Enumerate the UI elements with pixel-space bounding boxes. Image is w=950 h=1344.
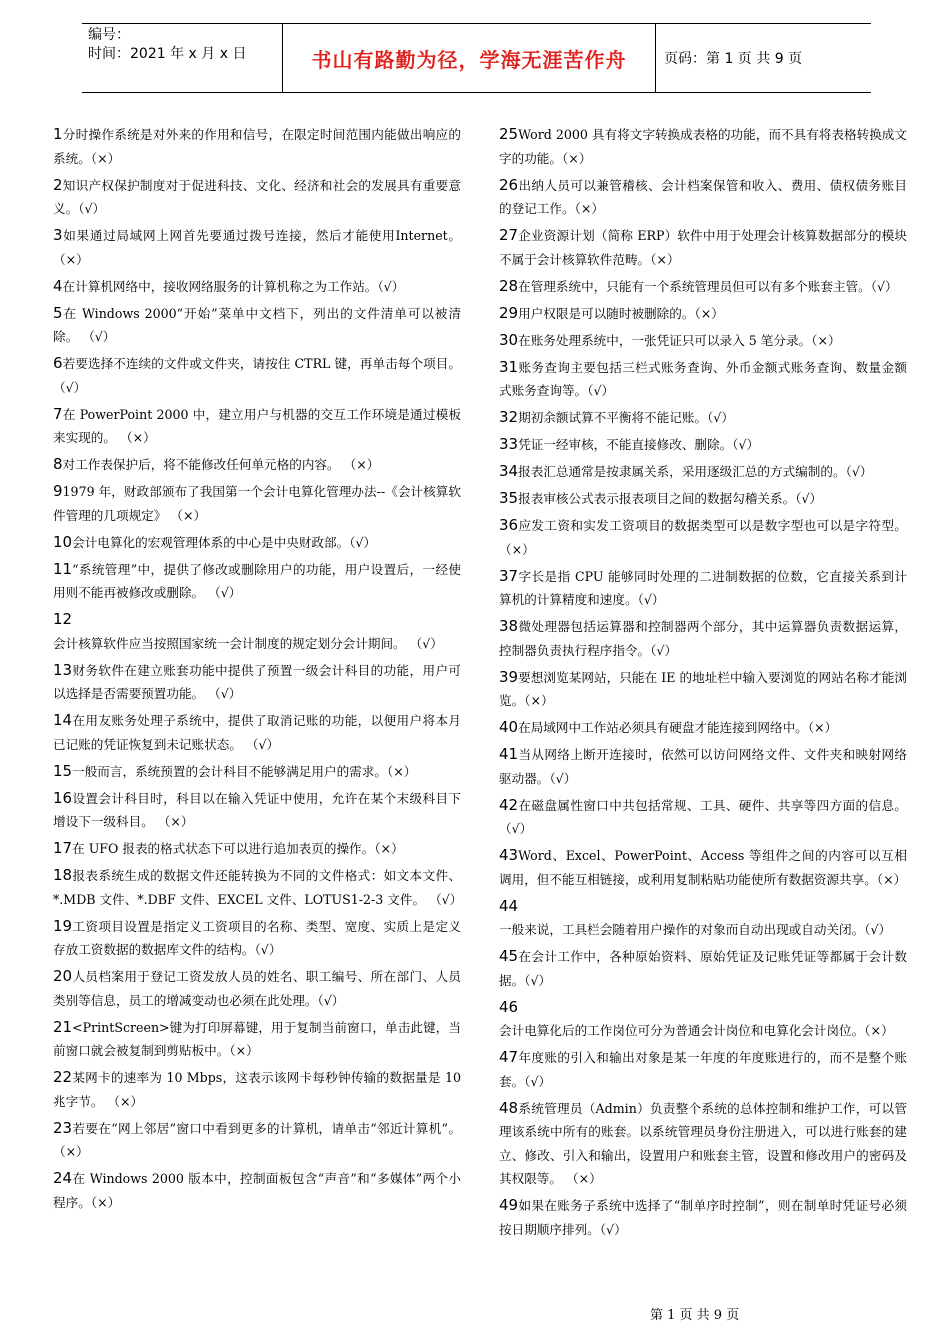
question-item	[499, 224, 907, 271]
question-text: 在会计工作中，各种原始资料、原始凭证及记账凭证等都属于会计数据。（√）	[499, 949, 907, 988]
question-text: 在磁盘属性窗口中共包括常规、工具、硬件、共享等四方面的信息。（√）	[499, 797, 907, 836]
question-item	[499, 433, 907, 457]
question-number: 9	[53, 482, 63, 500]
question-number: 23	[53, 1118, 73, 1137]
header-meta	[88, 26, 246, 64]
question-number: 48	[499, 1098, 519, 1117]
question-item	[499, 1194, 907, 1241]
question-number: 49	[499, 1196, 519, 1214]
question-text: 出纳人员可以兼管稽核、会计档案保管和收入、费用、债权债务账目的登记工作。（×）	[499, 177, 907, 216]
question-item	[499, 460, 907, 484]
question-text: Word 2000 具有将文字转换成表格的功能，而不具有将表格转换成文字的功能。（×）	[499, 127, 907, 166]
question-item	[53, 760, 461, 784]
question-text: 会计电算化后的工作岗位可分为普通会计岗位和电算化会计岗位。（×）	[499, 1023, 894, 1038]
question-item	[53, 224, 461, 271]
question-text: 设置会计科目时，科目以在输入凭证中使用，允许在某个末级科目下增设下一级科目。 （×）	[53, 790, 461, 829]
question-item	[499, 565, 907, 612]
question-text: 在管理系统中，只能有一个系统管理员但可以有多个账套主管。（√）	[518, 278, 898, 294]
question-item	[499, 844, 907, 891]
question-number: 3	[53, 226, 63, 244]
question-text: 要想浏览某网站，只能在 IE 的地址栏中输入要浏览的网站名称才能浏览。（×）	[499, 669, 907, 708]
question-number: 10	[53, 532, 73, 551]
question-number: 47	[499, 1048, 519, 1066]
right-column	[499, 123, 907, 1245]
question-text: 会计电算化的宏观管理体系的中心是中央财政部。（√）	[72, 534, 377, 550]
question-text: 在 PowerPoint 2000 中，建立用户与机器的交互工作环境是通过模板来实现的。 （×）	[53, 406, 461, 445]
question-text: 对工作表保护后，将不能修改任何单元格的内容。 （×）	[62, 457, 380, 472]
question-number: 33	[499, 435, 519, 453]
question-text: 知识产权保护制度对于促进科技、文化、经济和社会的发展具有重要意义。（√）	[53, 177, 461, 216]
question-item	[499, 174, 907, 221]
question-number: 5	[53, 303, 63, 322]
question-text: 在 Windows 2000“开始”菜单中文档下，列出的文件清单可以被清除。 （√）	[53, 305, 461, 344]
question-text: 在 Windows 2000 版本中，控制面板包含“声音”和“多媒体”两个小程序。（×）	[53, 1171, 461, 1210]
question-number: 28	[499, 276, 519, 295]
question-text: 报表汇总通常是按隶属关系，采用逐级汇总的方式编制的。（√）	[518, 464, 873, 479]
question-number: 8	[53, 455, 63, 473]
question-number: 12	[53, 610, 73, 628]
question-item	[499, 514, 907, 561]
question-text: 报表审核公式表示报表项目之间的数据勾稽关系。（√）	[518, 491, 823, 506]
question-item	[53, 123, 461, 170]
question-text: 企业资源计划（简称 ERP）软件中用于处理会计核算数据部分的模块不属于会计核算软件范畴。（×）	[499, 228, 907, 267]
question-text: 1979 年，财政部颁布了我国第一个会计电算化管理办法--《会计核算软件管理的几项规定》 （×）	[53, 484, 461, 523]
question-item	[499, 794, 907, 841]
question-text: 报表系统生成的数据文件还能转换为不同的文件格式：如文本文件、*.MDB 文件、*.DBF 文件、EXCEL 文件、LOTUS1-2-3 文件。 （√）	[53, 868, 463, 907]
question-item	[499, 996, 907, 1043]
left-column	[53, 123, 461, 1218]
question-text: 在账务处理系统中，一张凭证只可以录入 5 笔分录。（×）	[518, 332, 841, 348]
question-number: 11	[53, 559, 73, 578]
question-number: 14	[53, 711, 73, 729]
question-item	[53, 864, 461, 911]
question-text: 在 UFO 报表的格式状态下可以进行追加表页的操作。（×）	[72, 841, 404, 856]
question-item	[499, 615, 907, 662]
question-text: 年度账的引入和输出对象是某一年度的年度账进行的，而不是整个账套。（√）	[499, 1050, 907, 1089]
question-item	[53, 1117, 461, 1164]
question-number: 13	[53, 660, 73, 679]
question-number: 38	[499, 617, 519, 635]
question-text: 在计算机网络中，接收网络服务的计算机称之为工作站。（√）	[62, 278, 405, 294]
question-item	[53, 275, 461, 299]
question-number: 42	[499, 795, 519, 814]
question-number: 31	[499, 357, 519, 376]
question-number: 30	[499, 330, 519, 349]
question-number: 25	[499, 125, 519, 143]
question-item	[53, 1016, 461, 1063]
date-label: 时间：2021 年 x 月 x 日	[88, 46, 247, 62]
question-text: <PrintScreen>键为打印屏幕键，用于复制当前窗口，单击此键，当前窗口就会被复制到剪贴板中。（×）	[53, 1019, 461, 1058]
question-number: 22	[53, 1068, 73, 1086]
question-number: 20	[53, 967, 73, 985]
question-number: 32	[499, 408, 519, 426]
question-item	[499, 123, 907, 170]
question-number: 36	[499, 516, 519, 534]
question-number: 39	[499, 667, 519, 686]
question-number: 18	[53, 866, 73, 884]
question-text: 账务查询主要包括三栏式账务查询、外币金额式账务查询、数量金额式账务查询等。（√）	[499, 359, 907, 398]
question-text: Word、Excel、PowerPoint、Access 等组件之间的内容可以互相调用，但不能互相链接，或利用复制粘贴功能使所有数据资源共享。（×）	[499, 848, 907, 887]
question-number: 41	[499, 745, 519, 763]
question-item	[53, 915, 461, 962]
question-item	[53, 965, 461, 1012]
question-number: 4	[53, 276, 63, 295]
question-number: 1	[53, 125, 63, 143]
question-item	[53, 352, 461, 399]
question-text: 用户权限是可以随时被删除的。（×）	[518, 305, 724, 321]
question-number: 2	[53, 175, 63, 194]
question-number: 27	[499, 226, 519, 244]
question-item	[499, 743, 907, 790]
question-text: 如果通过局域网上网首先要通过拨号连接，然后才能使用Internet。 （×）	[53, 228, 461, 267]
question-number: 19	[53, 916, 73, 935]
question-item	[499, 302, 907, 326]
question-item	[499, 406, 907, 430]
question-text: 微处理器包括运算器和控制器两个部分，其中运算器负责数据运算，控制器负责执行程序指令。（√）	[499, 619, 907, 658]
question-item	[53, 837, 461, 861]
question-item	[499, 1097, 907, 1191]
question-item	[53, 302, 461, 349]
question-text: 人员档案用于登记工资发放人员的姓名、职工编号、所在部门、人员类别等信息，员工的增减变动也必须在此处理。（√）	[53, 969, 461, 1008]
question-number: 46	[499, 997, 519, 1016]
header-page-label: 页码：第 1 页 共 9 页	[664, 51, 803, 67]
page-footer: 第 1 页 共 9 页	[650, 1308, 740, 1323]
question-number: 16	[53, 788, 73, 807]
question-text: 如果在账务子系统中选择了“制单序时控制”，则在制单时凭证号必须按日期顺序排列。（√）	[499, 1198, 907, 1237]
question-item	[499, 329, 907, 353]
question-text: 工资项目设置是指定义工资项目的名称、类型、宽度、实质上是定义存放工资数据的数据库文件的结构。（√）	[53, 918, 461, 957]
question-item	[53, 403, 461, 450]
page-header	[82, 23, 871, 93]
question-text: 分时操作系统是对外来的作用和信号，在限定时间范围内能做出响应的系统。（×）	[53, 127, 461, 166]
question-item	[499, 666, 907, 713]
question-number: 35	[499, 489, 519, 507]
question-item	[499, 356, 907, 403]
question-text: 字长是指 CPU 能够同时处理的二进制数据的位数，它直接关系到计算机的计算精度和速度。（√）	[499, 568, 907, 607]
question-text: 系统管理员（Admin）负责整个系统的总体控制和维护工作，可以管理该系统中所有的账套。以系统管理员身份注册进入，可以进行账套的建立、修改、引入和输出，设置用户和账套主管，设置和修改用户的密码及其权限等。 （×）	[499, 1100, 907, 1186]
question-text: 在局域网中工作站必须具有硬盘才能连接到网络中。（×）	[518, 720, 838, 735]
question-text: 会计核算软件应当按照国家统一会计制度的规定划分会计期间。 （√）	[53, 635, 443, 651]
question-text: 期初余额试算不平衡将不能记账。（√）	[518, 410, 734, 425]
question-text: 当从网络上断开连接时，依然可以访问网络文件、文件夹和映射网络驱动器。（√）	[499, 747, 907, 786]
question-item	[499, 275, 907, 299]
question-text: 一般而言，系统预置的会计科目不能够满足用户的需求。（×）	[72, 763, 417, 779]
question-text: 若要在“网上邻居”窗口中看到更多的计算机，请单击“邻近计算机”。（×）	[53, 1120, 461, 1159]
question-number: 44	[499, 896, 519, 915]
question-number: 37	[499, 566, 519, 585]
question-text: 若要选择不连续的文件或文件夹，请按住 CTRL 键，再单击每个项目。 （√）	[53, 356, 461, 395]
question-number: 45	[499, 947, 519, 965]
question-item	[53, 709, 461, 756]
question-number: 40	[499, 718, 519, 736]
question-number: 17	[53, 839, 73, 857]
question-item	[53, 1066, 461, 1113]
question-text: 一般来说，工具栏会随着用户操作的对象而自动出现或自动关闭。（√）	[499, 922, 892, 937]
serial-label: 编号：	[88, 27, 130, 43]
question-number: 29	[499, 303, 519, 322]
question-number: 26	[499, 175, 519, 194]
question-number: 15	[53, 761, 73, 780]
question-item	[499, 716, 907, 740]
question-item	[53, 1167, 461, 1214]
question-text: “系统管理”中，提供了修改或删除用户的功能，用户设置后，一经使用则不能再被修改或删除。 （√）	[53, 561, 461, 600]
question-number: 43	[499, 846, 519, 864]
header-motto: 书山有路勤为径，学海无涯苦作舟	[282, 24, 656, 92]
question-text: 财务软件在建立账套功能中提供了预置一级会计科目的功能，用户可以选择是否需要预置功能。 （√）	[53, 662, 461, 701]
question-item	[499, 1046, 907, 1093]
question-text: 凭证一经审核，不能直接修改、删除。（√）	[518, 437, 760, 452]
question-text: 在用友账务处理子系统中，提供了取消记账的功能，以便用户将本月已记账的凭证恢复到未记账状态。 （√）	[53, 713, 461, 752]
question-item	[53, 480, 461, 527]
question-number: 34	[499, 462, 519, 480]
question-text: 应发工资和实发工资项目的数据类型可以是数字型也可以是字符型。（×）	[499, 518, 907, 557]
question-item	[53, 659, 461, 706]
question-item	[53, 608, 461, 655]
question-item	[53, 453, 461, 477]
question-item	[53, 174, 461, 221]
question-item	[53, 787, 461, 834]
question-number: 6	[53, 354, 63, 372]
question-number: 21	[53, 1017, 73, 1036]
question-item	[53, 558, 461, 605]
question-item	[499, 895, 907, 942]
question-item	[499, 945, 907, 992]
question-item	[53, 531, 461, 555]
question-number: 24	[53, 1169, 73, 1187]
question-text: 某网卡的速率为 10 Mbps，这表示该网卡每秒钟传输的数据量是 10 兆字节。 （×）	[53, 1070, 461, 1109]
question-item	[499, 487, 907, 511]
question-number: 7	[53, 404, 63, 423]
